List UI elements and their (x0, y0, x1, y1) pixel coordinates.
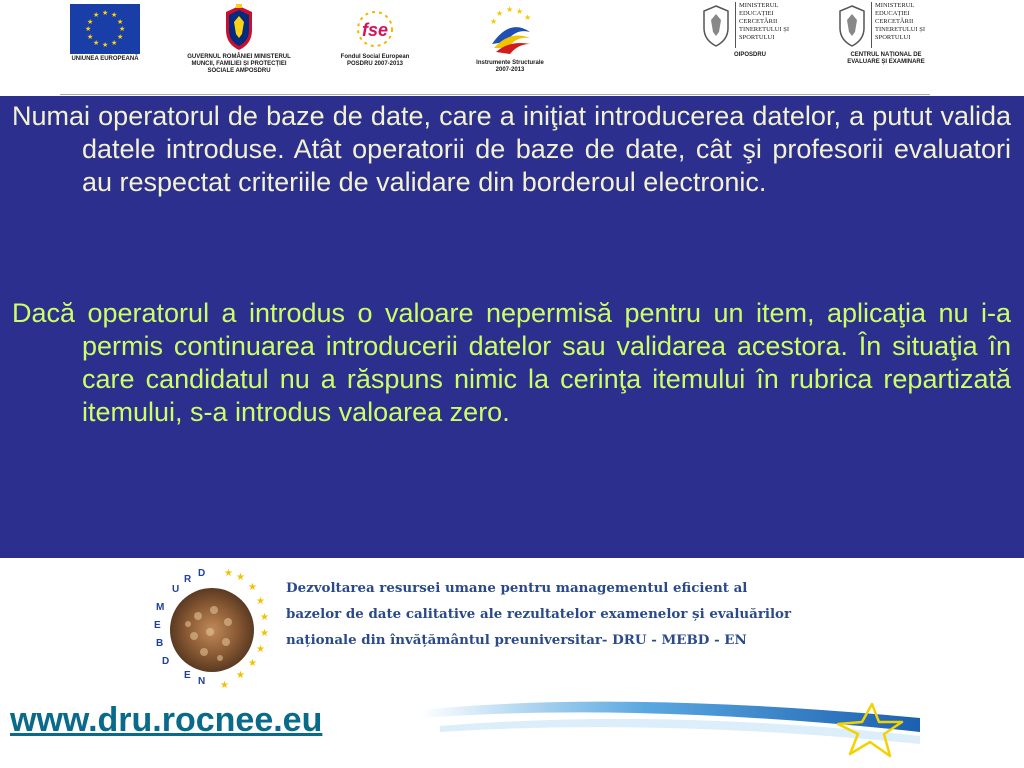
svg-text:D: D (162, 656, 170, 667)
svg-text:★: ★ (260, 628, 269, 639)
svg-text:N: N (198, 676, 206, 687)
eu-caption: UNIUNEA EUROPEANĂ (71, 56, 139, 62)
svg-text:★: ★ (490, 17, 498, 26)
header-divider (60, 94, 930, 95)
svg-text:★: ★ (236, 670, 245, 681)
svg-text:★: ★ (256, 596, 265, 607)
svg-text:★: ★ (260, 612, 269, 623)
ministry-name: MINISTERUL EDUCAȚIEI CERCETĂRII TINERETULUI ȘI SPORTULUI (735, 2, 801, 48)
svg-text:★: ★ (220, 680, 229, 691)
svg-text:U: U (172, 584, 180, 595)
svg-text:★: ★ (248, 658, 257, 669)
project-title (286, 575, 910, 653)
svg-text:★: ★ (256, 644, 265, 655)
logo-strip (0, 0, 1024, 100)
government-crest-icon (222, 4, 256, 52)
paragraph-validation-operators: Numai operatorul de baze de date, care a iniţiat introducerea datelor, a putut valida datele introduse. Atât operatorii de baze de date, cât şi profesorii evaluatori au respectat criteriile de validare din borderoul electronic. (12, 101, 1011, 197)
project-logo-icon (148, 566, 276, 694)
ministry-crest-icon (835, 2, 869, 50)
ministry-oiposdru-logo (698, 2, 802, 59)
ministry-crest-icon (699, 2, 733, 50)
svg-text:B: B (156, 638, 164, 649)
content-panel (0, 96, 1024, 558)
svg-text:★: ★ (248, 582, 257, 593)
cnee-caption: CENTRUL NAȚIONAL DE EVALUARE ȘI EXAMINARE (847, 52, 925, 65)
government-logo (186, 4, 292, 75)
structural-instruments-caption: Instrumente Structurale 2007-2013 (476, 60, 544, 73)
paragraph-invalid-values: Dacă operatorul a introdus o valoare nepermisă pentru un item, aplicaţia nu i-a permis continuarea introducerii datelor sau validarea acestora. În situaţia în care candidatul nu a răspuns nimic la cerinţa itemului în rubrica repartizată itemului, s-a introdus valoarea zero. (12, 298, 1011, 427)
eu-flag-icon: ★ ★ ★ ★ ★ ★ ★ ★ ★ ★ ★ ★ (70, 4, 140, 54)
svg-text:★: ★ (236, 572, 245, 583)
structural-instruments-icon (480, 4, 540, 58)
svg-text:★: ★ (496, 9, 504, 18)
eu-logo (66, 4, 144, 63)
svg-text:★: ★ (516, 7, 524, 16)
website-link[interactable]: www.dru.rocnee.eu (10, 701, 323, 739)
ministry-cnee-logo (834, 2, 938, 66)
ministry-name: MINISTERUL EDUCAȚIEI CERCETĂRII TINERETULUI ȘI SPORTULUI (871, 2, 937, 48)
structural-instruments-logo (470, 4, 550, 74)
oiposdru-caption: OIPOSDRU (733, 52, 766, 58)
project-title-line: naționale din învățământul preuniversitar- DRU - MEBD - EN (286, 632, 747, 648)
project-title-line: Dezvoltarea resursei umane pentru managementul eficient al (286, 580, 748, 596)
fse-logo (334, 6, 416, 68)
star-icon (832, 700, 906, 760)
project-title-line: bazelor de date calitative ale rezultatelor examenelor și evaluărilor (286, 606, 792, 622)
fse-logo-icon (345, 6, 405, 52)
svg-text:★: ★ (524, 13, 532, 22)
svg-text:M: M (156, 602, 165, 613)
svg-text:R: R (184, 574, 192, 585)
svg-text:E: E (154, 620, 161, 631)
fse-caption: Fondul Social European POSDRU 2007-2013 (340, 54, 410, 67)
svg-text:★: ★ (224, 568, 233, 579)
svg-text:D: D (198, 568, 206, 579)
fse-mark: fse (361, 20, 389, 40)
government-caption: GUVERNUL ROMÂNIEI MINISTERUL MUNCII, FAMILIEI ȘI PROTECȚIEI SOCIALE AMPOSDRU (187, 54, 291, 74)
svg-text:E: E (184, 670, 191, 681)
svg-text:★: ★ (506, 5, 514, 14)
